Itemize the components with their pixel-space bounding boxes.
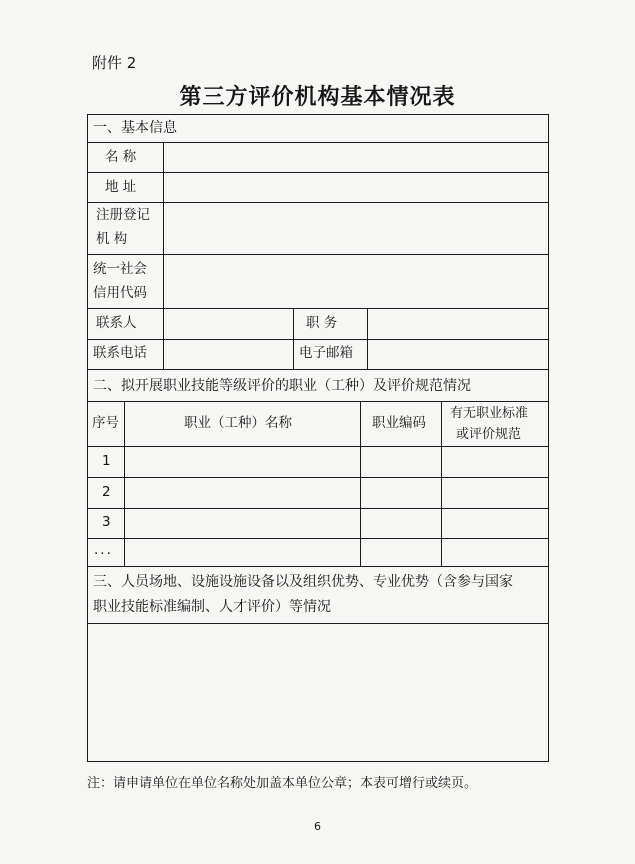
footer-note: 注：请申请单位在单位名称处加盖本单位公章；本表可增行或续页。 xyxy=(87,776,478,791)
registration-label-line1: 注册登记 xyxy=(96,207,150,223)
form-title: 第三方评价机构基本情况表 xyxy=(179,84,456,110)
rule-table-header xyxy=(87,446,549,447)
row-number: 2 xyxy=(102,484,111,500)
section1-heading: 一、基本信息 xyxy=(93,120,177,136)
rule-row1 xyxy=(87,477,549,478)
attachment-label: 附件 2 xyxy=(92,54,137,72)
rule-code xyxy=(87,308,549,309)
column-header-standard-line2: 或评价规范 xyxy=(456,427,522,442)
column-header-code: 职业编码 xyxy=(372,415,426,431)
row1-occupation-cell[interactable] xyxy=(126,448,359,476)
rule-seq-column xyxy=(124,401,125,566)
credit-code-label-line2: 信用代码 xyxy=(93,285,147,301)
name-label: 名 称 xyxy=(105,149,137,165)
rule-address xyxy=(87,202,549,203)
registration-authority-field[interactable] xyxy=(165,204,547,253)
address-field[interactable] xyxy=(165,174,547,201)
rule-contact xyxy=(87,339,549,340)
rule-reg xyxy=(87,254,549,255)
column-header-standard-line1: 有无职业标准 xyxy=(450,406,529,421)
rule-phone xyxy=(87,369,549,370)
contact-label: 联系人 xyxy=(96,315,137,331)
position-field[interactable] xyxy=(369,310,547,338)
position-label: 职 务 xyxy=(306,315,338,331)
row2-standard-cell[interactable] xyxy=(443,479,547,507)
email-label: 电子邮箱 xyxy=(299,345,353,361)
phone-field[interactable] xyxy=(165,341,291,368)
rule-mid-right xyxy=(367,308,368,369)
rule-section2 xyxy=(87,401,549,402)
column-header-seq: 序号 xyxy=(92,415,119,431)
row-number-ellipsis: ... xyxy=(94,542,113,558)
rule-row2 xyxy=(87,508,549,509)
credit-code-label-line1: 统一社会 xyxy=(93,261,147,277)
rule-section3 xyxy=(87,623,549,624)
row3-occupation-cell[interactable] xyxy=(126,510,359,537)
rule-code-column xyxy=(441,401,442,566)
row3-standard-cell[interactable] xyxy=(443,510,547,537)
section3-heading-line2: 职业技能标准编制、人才评价）等情况 xyxy=(93,599,331,615)
row1-standard-cell[interactable] xyxy=(443,448,547,476)
page-number: 6 xyxy=(314,820,321,833)
row1-code-cell[interactable] xyxy=(362,448,440,476)
row-number: 3 xyxy=(102,514,111,530)
row-number: 1 xyxy=(102,453,111,469)
section2-heading: 二、拟开展职业技能等级评价的职业（工种）及评价规范情况 xyxy=(93,378,471,394)
credit-code-field[interactable] xyxy=(165,256,547,307)
address-label: 地 址 xyxy=(105,179,137,195)
rule-name xyxy=(87,172,549,173)
rule-label-column xyxy=(163,142,164,369)
rule-row3 xyxy=(87,538,549,539)
section3-heading-line1: 三、人员场地、设施设施设备以及组织优势、专业优势（含参与国家 xyxy=(93,574,513,590)
row2-code-cell[interactable] xyxy=(362,479,440,507)
row3-code-cell[interactable] xyxy=(362,510,440,537)
name-field[interactable] xyxy=(165,144,547,171)
registration-label-line2: 机 构 xyxy=(96,231,128,247)
rule-name-column xyxy=(360,401,361,566)
rule-mid-left xyxy=(293,308,294,369)
column-header-occupation: 职业（工种）名称 xyxy=(184,415,292,431)
contact-field[interactable] xyxy=(165,310,291,338)
row2-occupation-cell[interactable] xyxy=(126,479,359,507)
section3-content-area[interactable] xyxy=(89,625,547,760)
email-field[interactable] xyxy=(369,341,547,368)
rule-row4 xyxy=(87,566,549,567)
phone-label: 联系电话 xyxy=(93,345,147,361)
rule-section1 xyxy=(87,142,549,143)
